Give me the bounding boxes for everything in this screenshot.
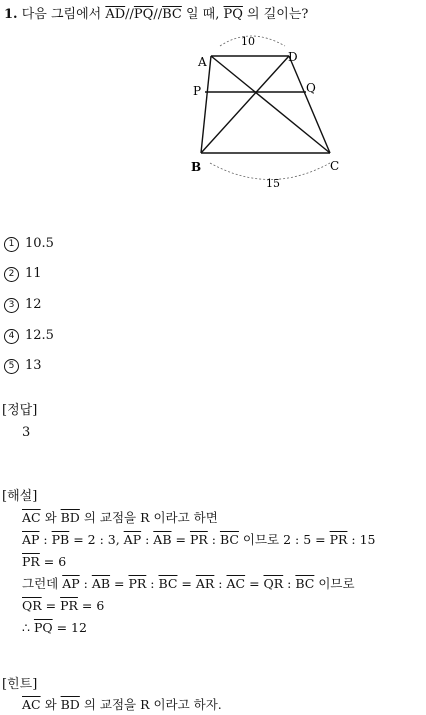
choice-2-text: 11 — [25, 266, 42, 281]
solution-body — [22, 507, 376, 639]
choice-5-mark: 5 — [4, 359, 19, 374]
answer-value: 3 — [22, 425, 31, 440]
solution-line-2: $\overline{AP}$ : $\overline{PB} = 2$ : 3, $\overline{AP}$ : $\overline{AB} = \overline{PR}$ : $\overline{BC}$ 이므로 2 : $5 = \overline{PR}$ : 15 — [22, 532, 376, 547]
edge-dc — [289, 56, 330, 153]
trapezoid-figure — [180, 26, 370, 196]
solution-line-3: $\overline{PR} = 6$ — [22, 554, 67, 569]
choice-4-text: 12.5 — [25, 328, 54, 343]
solution-line-6: ∴ $\overline{PQ} = 12$ — [22, 620, 87, 635]
question-text: 1. 다음 그림에서 $\overline{AD}//\overline{PQ}//\overline{BC}$ 일 때, $\overline{PQ}$ 의 길이는? — [4, 7, 309, 22]
choice-5[interactable] — [4, 358, 42, 374]
hint-line-1: $\overline{AC}$ 와 $\overline{BD}$ 의 교점을 R 이라고 하자. — [22, 697, 222, 712]
label-c: C — [330, 159, 340, 173]
choice-3-text: 12 — [25, 297, 42, 312]
diagonal-ac — [211, 56, 330, 153]
label-b: B — [191, 160, 202, 174]
solution-line-5: $\overline{QR} = \overline{PR} = 6$ — [22, 598, 105, 613]
diagonal-bd — [201, 56, 289, 153]
choice-3-mark: 3 — [4, 298, 19, 313]
answer-label: [정답] — [2, 403, 38, 418]
choice-2-mark: 2 — [4, 267, 19, 282]
choice-5-text: 13 — [25, 358, 42, 373]
choice-1[interactable] — [4, 236, 54, 252]
top-length-label: 10 — [241, 35, 255, 48]
label-q: Q — [306, 81, 316, 95]
solution-line-4: 그런데 $\overline{AP}$ : $\overline{AB} = \overline{PR}$ : $\overline{BC} = \overline{AR}$ : $\overline{AC} = \overline{QR}$ : $\overline{BC}$ 이므로 — [22, 576, 355, 591]
choice-4[interactable] — [4, 328, 54, 344]
solution-label: [해설] — [2, 489, 38, 504]
hint-label: [힌트] — [2, 677, 38, 692]
question-number: 1. — [4, 7, 18, 22]
label-d: D — [288, 50, 298, 64]
choice-4-mark: 4 — [4, 329, 19, 344]
choice-1-mark: 1 — [4, 237, 19, 252]
choice-2[interactable] — [4, 266, 42, 282]
bottom-length-label: 15 — [266, 177, 280, 190]
edge-ab — [201, 56, 211, 153]
label-a: A — [198, 55, 207, 69]
choice-1-text: 10.5 — [25, 236, 54, 251]
solution-line-1: $\overline{AC}$ 와 $\overline{BD}$ 의 교점을 R 이라고 하면 — [22, 510, 218, 525]
label-p: P — [193, 84, 202, 98]
choice-3[interactable] — [4, 297, 42, 313]
